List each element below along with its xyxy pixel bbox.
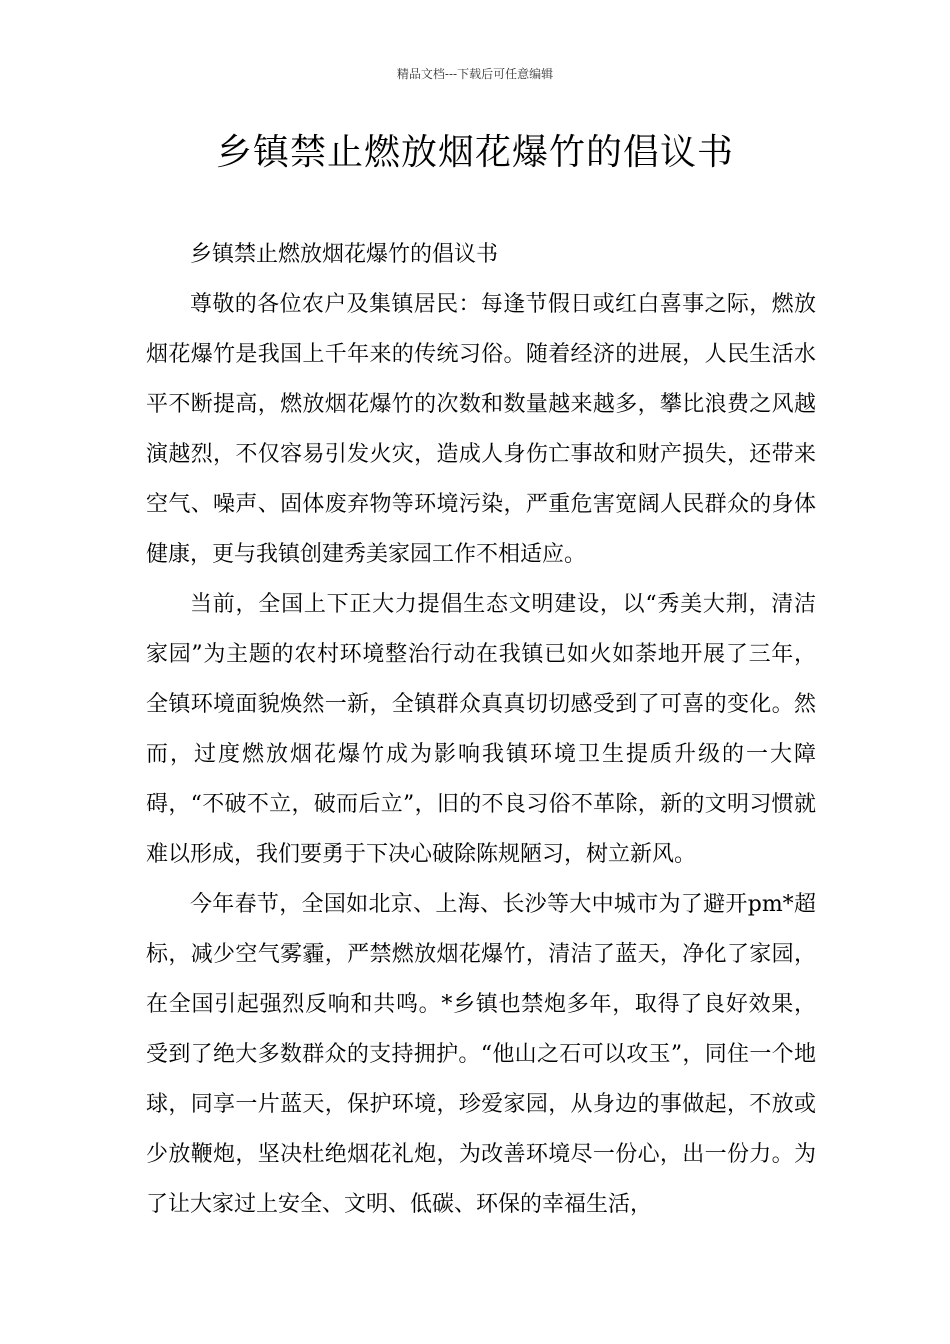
document-body <box>146 230 816 1230</box>
body-paragraph-subtitle: 乡镇禁止燃放烟花爆竹的倡议书 <box>190 242 499 267</box>
body-paragraph: 尊敬的各位农户及集镇居民：每逢节假日或红白喜事之际，燃放烟花爆竹是我国上千年来的传统习俗。随着经济的进展，人民生活水平不断提高，燃放烟花爆竹的次数和数量越来越多，攀比浪费之风越演越烈，不仅容易引发火灾，造成人身伤亡事故和财产损失，还带来空气、噪声、固体废弃物等环境污染，严重危害宽阔人民群众的身体健康，更与我镇创建秀美家园工作不相适应。 <box>146 292 816 567</box>
header-note: 精品文档---下载后可任意编辑 <box>396 67 554 81</box>
body-paragraph: 当前，全国上下正大力提倡生态文明建设，以“秀美大荆，清洁家园”为主题的农村环境整治行动在我镇已如火如荼地开展了三年，全镇环境面貌焕然一新，全镇群众真真切切感受到了可喜的变化。然而，过度燃放烟花爆竹成为影响我镇环境卫生提质升级的一大障碍，“不破不立，破而后立”，旧的不良习俗不革除，新的文明习惯就难以形成，我们要勇于下决心破除陈规陋习，树立新风。 <box>146 592 816 867</box>
body-paragraph: 今年春节，全国如北京、上海、长沙等大中城市为了避开pm*超标，减少空气雾霾，严禁燃放烟花爆竹，清洁了蓝天，净化了家园，在全国引起强烈反响和共鸣。*乡镇也禁炮多年，取得了良好效果，受到了绝大多数群众的支持拥护。“他山之石可以攻玉”，同住一个地球，同享一片蓝天，保护环境，珍爱家园，从身边的事做起，不放或少放鞭炮，坚决杜绝烟花礼炮，为改善环境尽一份心，出一份力。为了让大家过上安全、文明、低碳、环保的幸福生活， <box>146 892 816 1217</box>
document-title: 乡镇禁止燃放烟花爆竹的倡议书 <box>215 132 734 173</box>
